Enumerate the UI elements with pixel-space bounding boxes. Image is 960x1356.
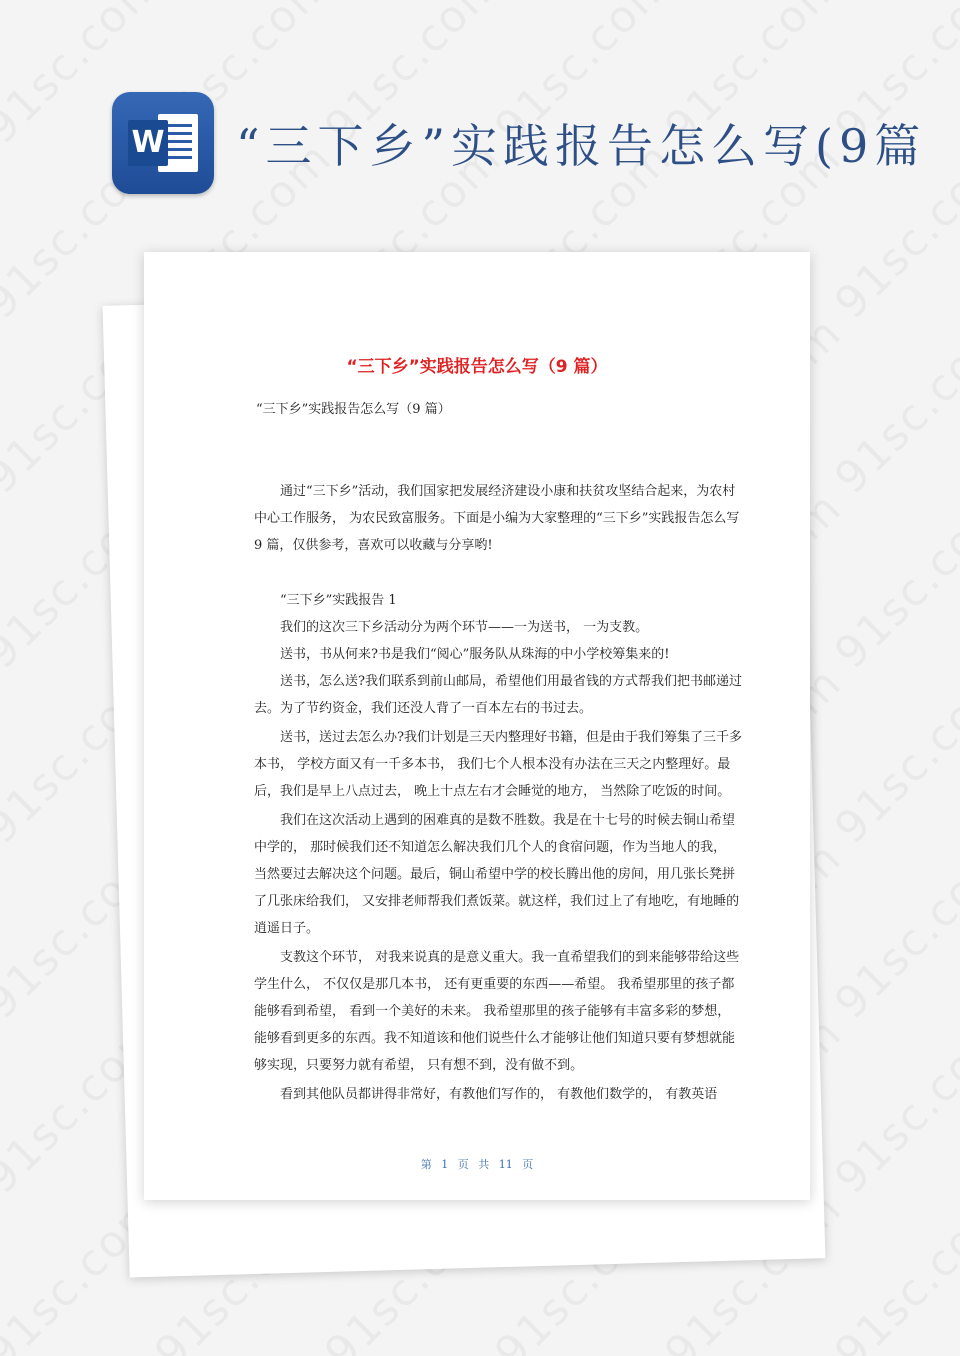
body-paragraph: 支教这个环节， 对我来说真的是意义重大。我一直希望我们的到来能够带给这些学生什么， 不仅仅是那几本书， 还有更重要的东西——希望。 我希望那里的孩子都能够看到希望， 看到一个美好的未来。 我希望那里的孩子能够有丰富多彩的梦想，能够看到更多的东西。我不知道该和他们说些什么才能够让他们知道只要有梦想就能够实现，只要努力就有希望， 只有想不到，没有做不到。 — [254, 950, 740, 1073]
document-page — [144, 252, 810, 1200]
word-icon-letter: W — [128, 120, 168, 166]
header-title: “三下乡”实践报告怎么写(9篇 — [236, 119, 927, 173]
document-title: “三下乡”实践报告怎么写（9 篇） — [346, 357, 608, 377]
document-subtitle: “三下乡”实践报告怎么写（9 篇） — [256, 402, 451, 417]
body-paragraph: 送书，书从何来?书是我们“阅心”服务队从珠海的中小学校筹集来的! — [280, 647, 670, 662]
section-heading: “三下乡”实践报告 1 — [280, 593, 397, 608]
intro-paragraph: 通过“三下乡”活动，我们国家把发展经济建设小康和扶贫攻坚结合起来，为农村中心工作服务， 为农民致富服务。下面是小编为大家整理的“三下乡”实践报告怎么写 9 篇，仅供参考，喜欢可以收藏与分享哟! — [254, 484, 740, 553]
watermark-text — [825, 482, 960, 679]
document-body — [254, 478, 742, 1108]
body-paragraph: 我们在这次活动上遇到的困难真的是数不胜数。我是在十七号的时候去铜山希望中学的， 那时候我们还不知道怎么解决我们几个人的食宿问题，作为当地人的我， 当然要过去解决这个问题。最后，铜山希望中学的校长腾出他的房间，用几张长凳拼了几张床给我们， 又安排老师帮我们煮饭菜。就这样，我们过上了有地吃，有地睡的逍遥日子。 — [254, 813, 740, 936]
watermark-text — [825, 657, 960, 854]
body-paragraph: 送书，怎么送?我们联系到前山邮局，希望他们用最省钱的方式帮我们把书邮递过去。为了节约资金，我们还没人背了一百本左右的书过去。 — [254, 674, 742, 716]
header — [112, 92, 960, 194]
body-paragraph: 我们的这次三下乡活动分为两个环节——一为送书， 一为支教。 — [280, 620, 649, 635]
watermark-text — [825, 832, 960, 1029]
watermark-text — [825, 307, 960, 504]
watermark-text — [825, 1007, 960, 1204]
body-paragraph: 送书，送过去怎么办?我们计划是三天内整理好书籍，但是由于我们筹集了三千多本书， 学校方面又有一千多本书， 我们七个人根本没有办法在三天之内整理好。最后，我们是早上八点过去， 晚上十点左右才会睡觉的地方， 当然除了吃饭的时间。 — [254, 730, 742, 799]
word-document-icon — [112, 92, 214, 194]
body-paragraph: 看到其他队员都讲得非常好，有教他们写作的， 有教他们数学的， 有教英语 — [280, 1087, 718, 1102]
page-footer: 第 1 页 共 11 页 — [420, 1158, 534, 1171]
watermark-text — [825, 1182, 960, 1356]
